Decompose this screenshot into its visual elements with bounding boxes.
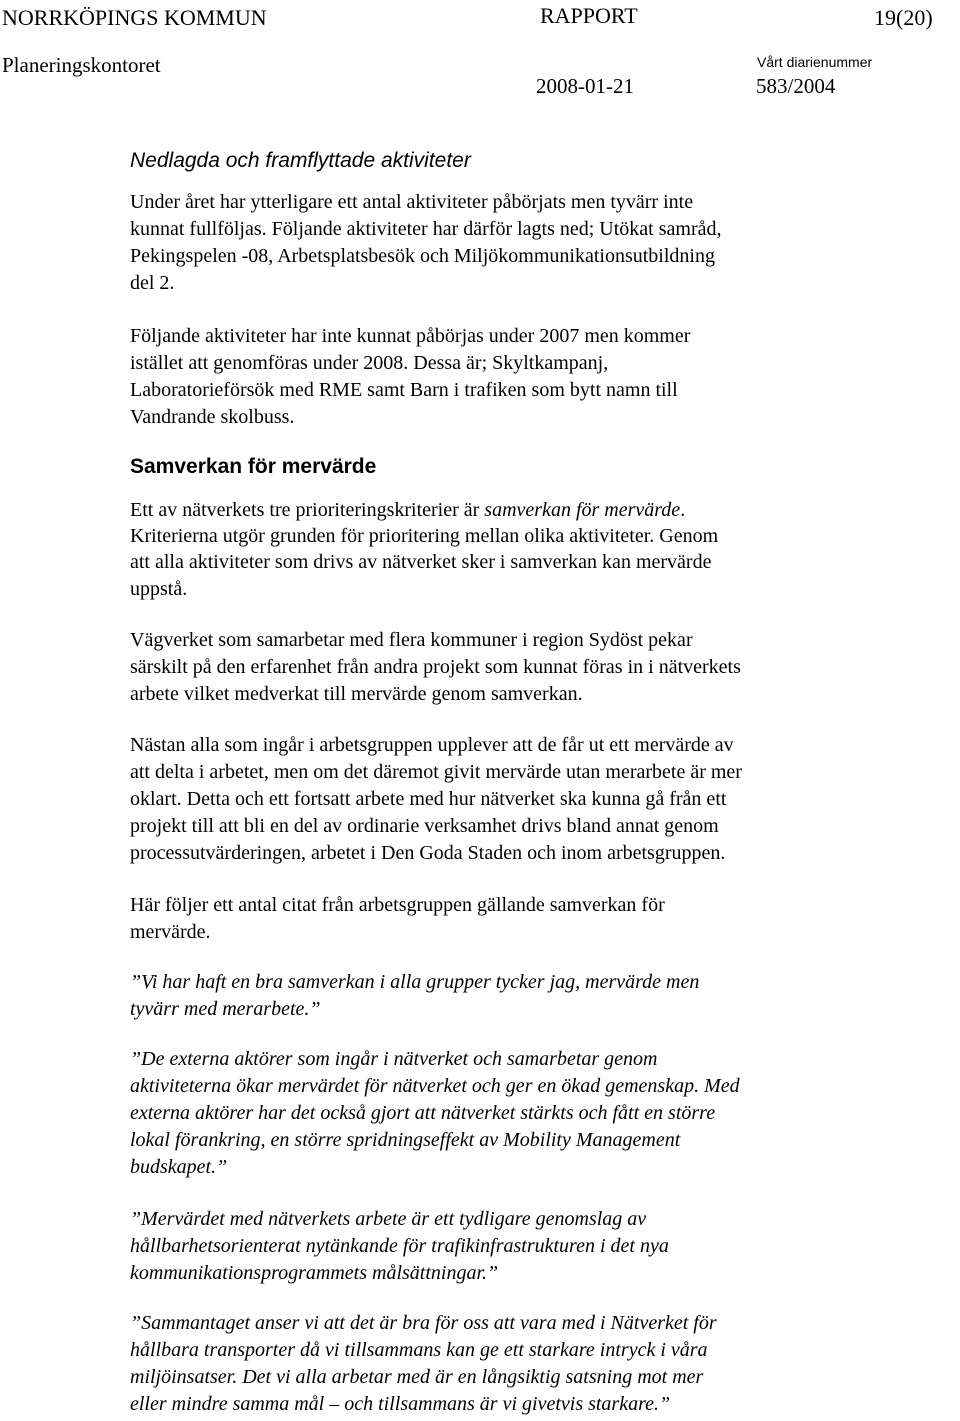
paragraph-line: att delta i arbetet, men om det däremot givit mervärde utan merarbete är mer (130, 761, 742, 783)
paragraph-line: Följande aktiviteter har inte kunnat påbörjas under 2007 men kommer (130, 325, 691, 347)
paragraph-line: Nästan alla som ingår i arbetsgruppen upplever att de får ut ett mervärde av (130, 734, 734, 756)
paragraph-line: Vandrande skolbuss. (130, 406, 295, 428)
quote-line: kommunikationsprogrammets målsättningar.” (130, 1262, 499, 1284)
quote-line: eller mindre samma mål – och tillsammans är vi givetvis starkare.” (130, 1393, 671, 1415)
text-span: . (680, 499, 686, 521)
section-heading-samverkan: Samverkan för mervärde (130, 455, 377, 478)
paragraph-line: uppstå. (130, 578, 188, 600)
paragraph-line-mixed (130, 497, 685, 523)
header-page-number: 19(20) (874, 5, 933, 30)
quote-line: externa aktörer har det också gjort att nätverket stärkts och fått en större (130, 1102, 716, 1124)
quote-line: ”Sammantaget anser vi att det är bra för oss att vara med i Nätverket för (130, 1312, 717, 1334)
paragraph-line: att alla aktiviteter som drivs av nätverket sker i samverkan kan mervärde (130, 551, 712, 573)
paragraph-line: Vägverket som samarbetar med flera kommuner i region Sydöst pekar (130, 629, 693, 651)
paragraph-line: projekt till att bli en del av ordinarie verksamhet drivs bland annat genom (130, 815, 719, 837)
quote-line: hållbara transporter då vi tillsammans kan ge ett starkare intryck i våra (130, 1339, 708, 1361)
paragraph-line: särskilt på den erfarenhet från andra projekt som kunnat föras in i nätverkets (130, 656, 741, 678)
quote-line: lokal förankring, en större spridningseffekt av Mobility Management (130, 1129, 681, 1151)
paragraph-line: Under året har ytterligare ett antal aktiviteter påbörjats men tyvärr inte (130, 191, 694, 213)
text-span: Ett av nätverkets tre prioriteringskriterier är (130, 499, 485, 521)
header-org: NORRKÖPINGS KOMMUN (2, 5, 267, 30)
quote-line: budskapet.” (130, 1156, 228, 1178)
quote-line: miljöinsatser. Det vi alla arbetar med är en långsiktig satsning mot mer (130, 1366, 704, 1388)
paragraph-line: oklart. Detta och ett fortsatt arbete med hur nätverket ska kunna gå från ett (130, 788, 727, 810)
paragraph-line: mervärde. (130, 921, 211, 943)
header-department: Planeringskontoret (2, 53, 161, 77)
paragraph-line: del 2. (130, 272, 175, 294)
header-date: 2008-01-21 (536, 74, 634, 98)
quote-line: aktiviteterna ökar mervärdet för nätverket och ger en ökad gemenskap. Med (130, 1075, 740, 1097)
quote-line: ”De externa aktörer som ingår i nätverket och samarbetar genom (130, 1048, 658, 1070)
quote-line: ”Mervärdet med nätverkets arbete är ett tydligare genomslag av (130, 1208, 647, 1230)
paragraph-line: istället att genomföras under 2008. Dessa är; Skyltkampanj, (130, 352, 609, 374)
header-diarie-label: Vårt diarienummer (757, 54, 873, 70)
paragraph-line: arbete vilket medverkat till mervärde genom samverkan. (130, 683, 583, 705)
section-heading-nedlagda: Nedlagda och framflyttade aktiviteter (130, 149, 471, 172)
quote-line: ”Vi har haft en bra samverkan i alla grupper tycker jag, mervärde men (130, 971, 700, 993)
header-diarie-number: 583/2004 (756, 74, 836, 98)
quote-line: hållbarhetsorienterat nytänkande för trafikinfrastrukturen i det nya (130, 1235, 669, 1257)
paragraph-line: kunnat fullföljas. Följande aktiviteter har därför lagts ned; Utökat samråd, (130, 218, 722, 240)
quote-line: tyvärr med merarbete.” (130, 998, 321, 1020)
paragraph-line: processutvärderingen, arbetet i Den Goda Staden och inom arbetsgruppen. (130, 842, 726, 864)
header-doc-type: RAPPORT (540, 3, 638, 28)
paragraph-line: Pekingspelen -08, Arbetsplatsbesök och Miljökommunikationsutbildning (130, 245, 715, 267)
paragraph-line: Kriterierna utgör grunden för prioritering mellan olika aktiviteter. Genom (130, 525, 719, 547)
emphasis-text: samverkan för mervärde (484, 499, 681, 521)
paragraph-line: Laboratorieförsök med RME samt Barn i trafiken som bytt namn till (130, 379, 678, 401)
paragraph-line: Här följer ett antal citat från arbetsgruppen gällande samverkan för (130, 894, 665, 916)
